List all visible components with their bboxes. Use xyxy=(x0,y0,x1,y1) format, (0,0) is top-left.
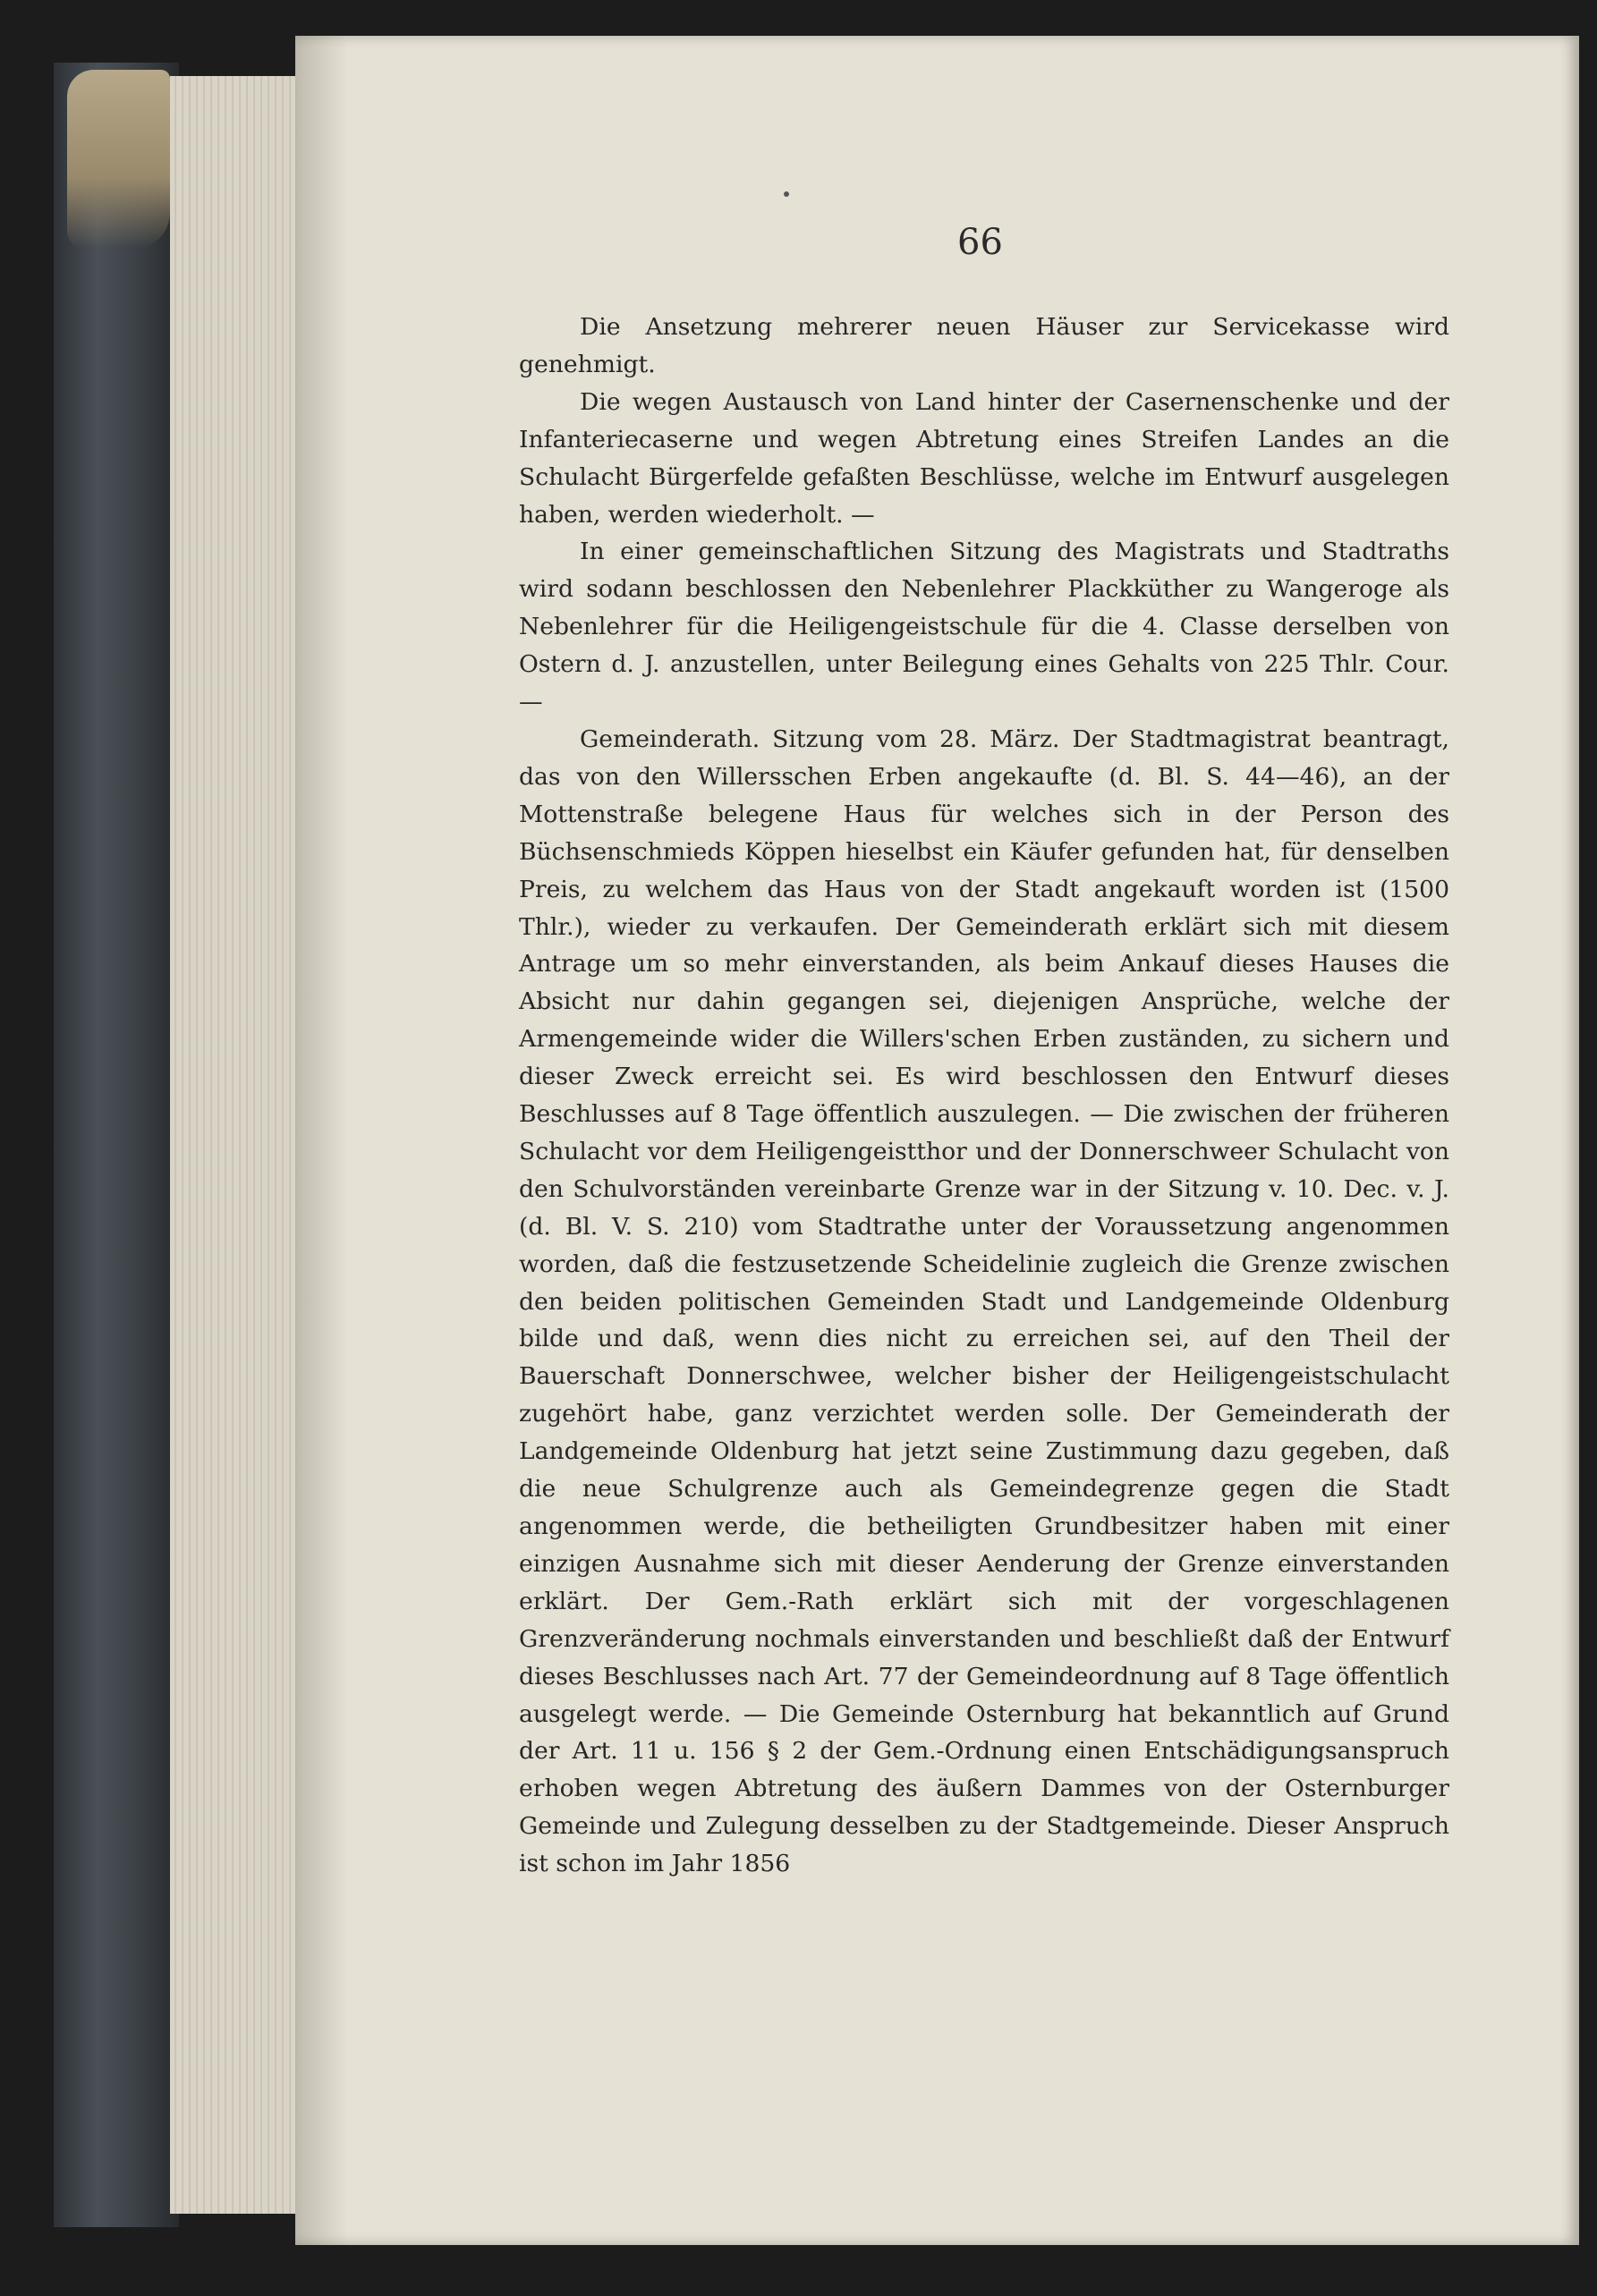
body-text xyxy=(519,309,1449,1883)
page-number: 66 xyxy=(957,222,1003,263)
paragraph-1: Die Ansetzung mehrerer neuen Häuser zur Servicekasse wird genehmigt. xyxy=(519,313,1449,378)
book-cover-edge xyxy=(54,63,179,2227)
paragraph-2: Die wegen Austausch von Land hinter der Casernenschenke und der Infanteriecaserne und wegen Abtretung eines Streifen Landes an die Schulacht Bürgerfelde gefaßten Beschlüsse, welche im Entwurf ausgelegen haben, werden wiederholt. — xyxy=(519,387,1449,529)
paragraph-4: Gemeinderath. Sitzung vom 28. März. Der Stadtmagistrat beantragt, das von den Willersschen Erben angekaufte (d. Bl. S. 44—46), an der Mottenstraße belegene Haus für welches sich in der Person des Büchsenschmieds Köppen hieselbst ein Käufer gefunden hat, für denselben Preis, zu welchem das Haus von der Stadt angekauft worden ist (1500 Thlr.), wieder zu verkaufen. Der Gemeinderath erklärt sich mit diesem Antrage um so mehr einverstanden, als beim Ankauf dieses Hauses die Absicht nur dahin gegangen sei, diejenigen Ansprüche, welche der Armengemeinde wider die Willers'schen Erben zuständen, zu sichern und dieser Zweck erreicht sei. Es wird beschlossen den Entwurf dieses Beschlusses auf 8 Tage öffentlich auszulegen. — Die zwischen der früheren Schulacht vor dem Heiligengeistthor und der Donnerschweer Schulacht von den Schulvorständen vereinbarte Grenze war in der Sitzung v. 10. Dec. v. J. (d. Bl. V. S. 210) vom Stadtrathe unter der Voraussetzung angenommen worden, daß die festzusetzende Scheidelinie zugleich die Grenze zwischen den beiden politischen Gemeinden Stadt und Landgemeinde Oldenburg bilde und daß, wenn dies nicht zu erreichen sei, auf den Theil der Bauerschaft Donnerschwee, welcher bisher der Heiligengeistschulacht zugehört habe, ganz verzichtet werden solle. Der Gemeinderath der Landgemeinde Oldenburg hat jetzt seine Zustimmung dazu gegeben, daß die neue Schulgrenze auch als Gemeindegrenze gegen die Stadt angenommen werde, die betheiligten Grundbesitzer haben mit einer einzigen Ausnahme sich mit dieser Aenderung der Grenze einverstanden erklärt. Der Gem.-Rath erklärt sich mit der vorgeschlagenen Grenzveränderung nochmals einverstanden und beschließt daß der Entwurf dieses Beschlusses nach Art. 77 der Gemeindeordnung auf 8 Tage öffentlich ausgelegt werde. — Die Gemeinde Osternburg hat bekanntlich auf Grund der Art. 11 u. 156 § 2 der Gem.-Ordnung einen Entschädigungsanspruch erhoben wegen Abtretung des äußern Dammes von der Osternburger Gemeinde und Zulegung desselben zu der Stadtgemeinde. Dieser Anspruch ist schon im Jahr 1856 xyxy=(519,724,1449,1878)
paper-speck xyxy=(784,191,789,197)
gutter-shadow xyxy=(295,36,349,2245)
worn-cover-corner xyxy=(67,70,170,249)
paragraph-3: In einer gemeinschaftlichen Sitzung des Magistrats und Stadtraths wird sodann beschlossen den Nebenlehrer Plackküther zu Wangeroge als Nebenlehrer für die Heiligengeistschule für die 4. Classe derselben von Ostern d. J. anzustellen, unter Beilegung eines Gehalts von 225 Thlr. Cour. — xyxy=(519,538,1449,716)
page-stack-edges xyxy=(170,76,313,2214)
